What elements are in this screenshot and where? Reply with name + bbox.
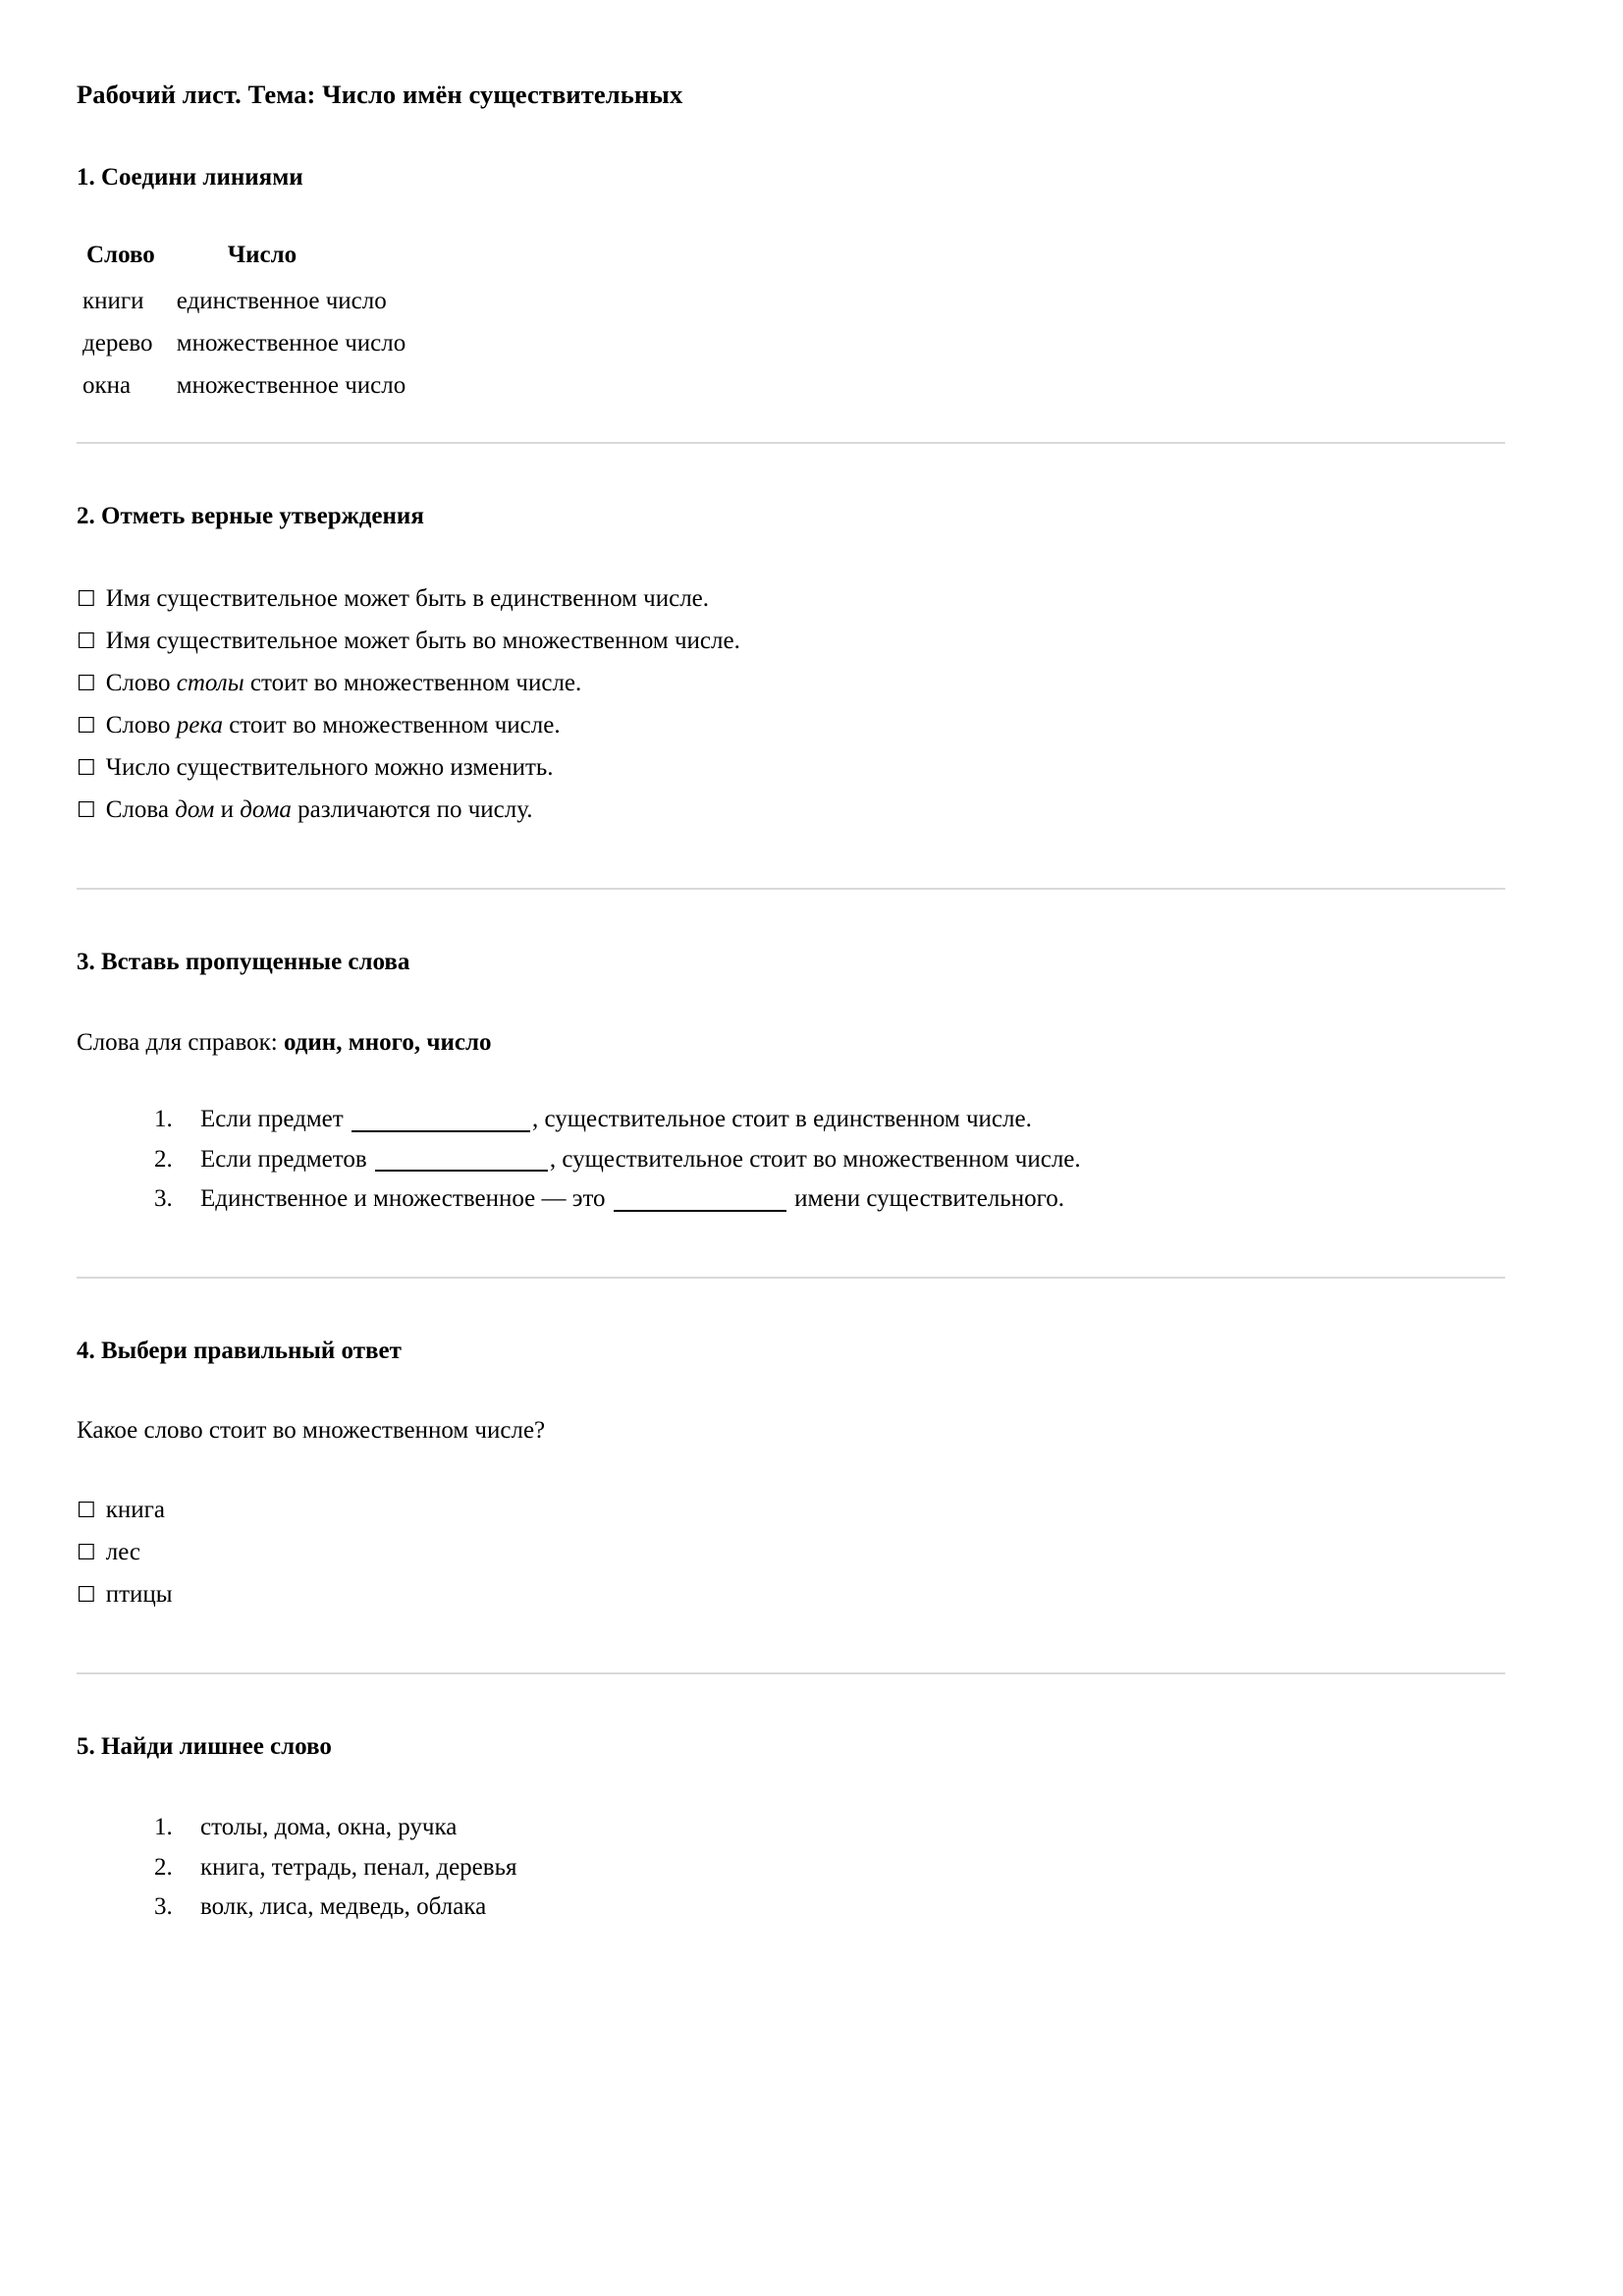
statement-label: Слова дом и дома различаются по числу.: [105, 796, 533, 824]
reference-word-list: один, много, число: [283, 1028, 492, 1056]
spacer: [77, 1061, 1505, 1100]
table-row[interactable]: [77, 280, 415, 322]
table-row[interactable]: [77, 364, 415, 407]
fill-in-list: [77, 1100, 1505, 1220]
spacer: [77, 1674, 1505, 1731]
section-5-heading: 5. Найди лишнее слово: [77, 1732, 332, 1760]
spacer: [77, 979, 1505, 1024]
item-text-before: Единственное и множественное — это: [200, 1185, 612, 1213]
section-2: [77, 501, 1505, 832]
checkbox-icon[interactable]: ☐: [77, 1498, 96, 1523]
section-5: [77, 1731, 1505, 1928]
statement-label: Имя существительное может быть в единственном числе.: [105, 585, 710, 613]
checkbox-icon[interactable]: ☐: [77, 756, 96, 782]
checkbox-icon[interactable]: ☐: [77, 629, 96, 655]
section-3: [77, 947, 1505, 1220]
match-word[interactable]: окна: [82, 371, 132, 399]
checkbox-icon[interactable]: ☐: [77, 714, 96, 739]
word-group-item[interactable]: 3. волк, лиса, медведь, облака: [179, 1887, 1505, 1928]
blank-field[interactable]: [614, 1183, 786, 1211]
match-number[interactable]: множественное число: [176, 371, 406, 399]
statement-item[interactable]: [77, 704, 1505, 746]
spacer: [77, 1449, 1505, 1489]
word-group-item[interactable]: 1. столы, дома, окна, ручка: [179, 1808, 1505, 1848]
statement-item[interactable]: [77, 620, 1505, 662]
answer-option-label: лес: [105, 1538, 141, 1565]
item-text-after: имени существительного.: [787, 1185, 1064, 1213]
spacer: [77, 407, 1505, 442]
item-text-before: Если предмет: [200, 1106, 350, 1133]
spacer: [77, 444, 1505, 501]
answer-option-label: птицы: [105, 1580, 173, 1608]
statement-emphasis: столы: [176, 670, 244, 697]
section-1: [77, 162, 1505, 407]
match-word[interactable]: дерево: [82, 329, 153, 356]
fill-in-item[interactable]: [179, 1100, 1505, 1140]
item-text-after: , существительное стоит во множественном числе.: [549, 1145, 1081, 1173]
statement-item[interactable]: [77, 789, 1505, 831]
answer-option-list: [77, 1489, 1505, 1615]
answer-option[interactable]: [77, 1531, 1505, 1573]
statement-item[interactable]: [77, 577, 1505, 620]
statement-label: Имя существительное может быть во множественном числе.: [105, 628, 740, 655]
spacer: [77, 1615, 1505, 1672]
match-number[interactable]: множественное число: [176, 329, 406, 356]
spacer: [77, 194, 1505, 234]
item-text-after: , существительное стоит в единственном числе.: [531, 1106, 1032, 1133]
table-row[interactable]: [77, 322, 415, 364]
item-text-before: Если предметов: [200, 1145, 373, 1173]
word-group-item[interactable]: 2. книга, тетрадь, пенал, деревья: [179, 1848, 1505, 1888]
spacer: [77, 111, 1505, 162]
statement-label: Слово река стоит во множественном числе.: [105, 712, 561, 739]
section-3-heading: 3. Вставь пропущенные слова: [77, 949, 410, 976]
spacer: [77, 1367, 1505, 1412]
spacer: [77, 890, 1505, 947]
statement-label: Слово столы стоит во множественном числе.: [105, 670, 582, 697]
statement-label: Число существительного можно изменить.: [105, 754, 554, 782]
checkbox-icon[interactable]: ☐: [77, 1582, 96, 1608]
table-header-row: [77, 234, 415, 280]
answer-option[interactable]: [77, 1489, 1505, 1531]
answer-option-label: книга: [105, 1496, 165, 1523]
page-title: Рабочий лист. Тема: Число имён существительных: [77, 80, 683, 109]
blank-field[interactable]: [352, 1104, 530, 1131]
spacer: [77, 1279, 1505, 1336]
fill-in-item[interactable]: [179, 1140, 1505, 1180]
statement-list: [77, 577, 1505, 831]
question-text: Какое слово стоит во множественном числе?: [77, 1417, 546, 1445]
match-table: [77, 234, 415, 407]
reference-label: Слова для справок:: [77, 1028, 284, 1056]
spacer: [77, 831, 1505, 888]
column-header-number: Число: [227, 241, 298, 268]
section-4: [77, 1336, 1505, 1615]
statement-emphasis: река: [176, 712, 223, 739]
word-group-list: [77, 1808, 1505, 1928]
statement-emphasis: дом: [175, 796, 215, 824]
answer-option[interactable]: [77, 1573, 1505, 1615]
blank-field[interactable]: [375, 1144, 548, 1172]
match-number[interactable]: единственное число: [176, 287, 387, 314]
checkbox-icon[interactable]: ☐: [77, 587, 96, 613]
statement-item[interactable]: [77, 746, 1505, 789]
section-1-heading: 1. Соедини линиями: [77, 164, 303, 191]
checkbox-icon[interactable]: ☐: [77, 672, 96, 697]
checkbox-icon[interactable]: ☐: [77, 798, 96, 824]
spacer: [77, 532, 1505, 577]
section-4-heading: 4. Выбери правильный ответ: [77, 1337, 402, 1364]
match-word[interactable]: книги: [82, 287, 144, 314]
reference-words: [77, 1024, 1505, 1062]
column-header-word: Слово: [86, 241, 155, 268]
spacer: [77, 1220, 1505, 1277]
checkbox-icon[interactable]: ☐: [77, 1540, 96, 1565]
spacer: [77, 1763, 1505, 1808]
fill-in-item[interactable]: [179, 1179, 1505, 1220]
statement-emphasis: дома: [240, 796, 292, 824]
statement-item[interactable]: [77, 662, 1505, 704]
section-2-heading: 2. Отметь верные утверждения: [77, 502, 424, 529]
